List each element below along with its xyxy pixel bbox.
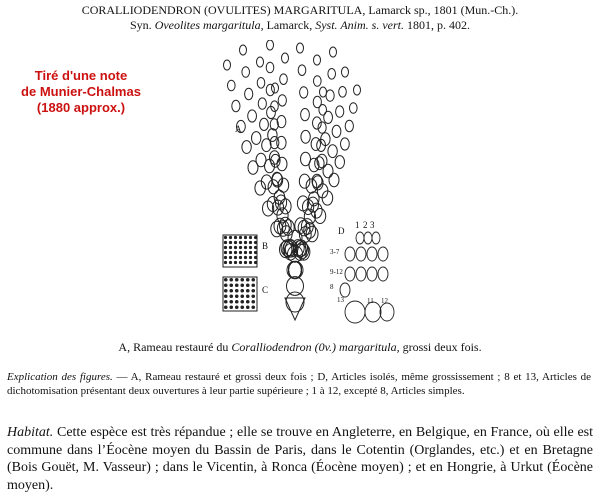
habitat-text: Cette espèce est très répandue ; elle se trouve en Angleterre, en Belgique, en France, où elle est commune dans l’Éocène moyen du Bassin de Paris, dans le Cotentin (Orglandes, etc.) et en Bretagne (Bois Gouët, M. Vasseur) ; dans le Vicentin, à Ronca (Éocène moyen) ; et en Hongrie, à Urkut (Éocène moyen). (7, 425, 593, 493)
branch-bead (345, 120, 353, 131)
branch-bead (298, 65, 306, 76)
section-dot (234, 261, 237, 264)
isolated-article (372, 232, 380, 244)
section-dot (229, 305, 233, 309)
section-dot (254, 241, 257, 244)
label-c: C (262, 285, 269, 295)
section-dot (229, 300, 233, 304)
synonym-reference: Syst. Anim. s. vert. (315, 18, 404, 32)
section-block-c (223, 277, 257, 311)
branch-bead (297, 43, 304, 53)
section-dot (224, 305, 228, 309)
branch-bead (354, 85, 361, 95)
isolated-article (356, 267, 366, 281)
branch-bead (336, 106, 344, 117)
explanation-heading: Explication des figures. (7, 371, 113, 383)
branch-bead (270, 137, 279, 149)
section-dot (246, 300, 250, 304)
branch-bead (335, 156, 344, 169)
section-dot (251, 305, 255, 309)
section-dot (229, 251, 232, 254)
section-dot (229, 283, 233, 287)
section-dot (235, 278, 239, 282)
branch-bead (228, 80, 236, 91)
source-note (0, 68, 162, 116)
section-dot (249, 261, 252, 264)
branch-bead (306, 179, 317, 193)
section-dot (234, 246, 237, 249)
section-dot (240, 305, 244, 309)
branch-bead (330, 47, 337, 57)
section-dot (224, 246, 227, 249)
isolated-article (345, 301, 365, 323)
explanation-text: — A, Rameau restauré et grossi deux fois ; D, Articles isolés, même grossissement ; 8 et 13, Articles de dichotomisation présentant deux ouvertures à leur partie supérieure ; 1 à 12, excepté 8, Articles simples. (7, 371, 591, 397)
branch-bead (278, 95, 286, 106)
specimen-drawing (205, 40, 400, 325)
branch-bead (257, 78, 265, 89)
branch-bead (248, 110, 257, 122)
label-12: 12 (381, 297, 388, 305)
branch-bead (319, 105, 327, 116)
section-dot (229, 289, 233, 293)
source-note-line-2: de Munier-Chalmas (21, 84, 141, 99)
branch-bead (280, 74, 288, 85)
section-dot (235, 300, 239, 304)
branch-bead (320, 87, 327, 97)
branch-bead (232, 100, 240, 111)
branch-bead (314, 55, 321, 65)
branch-bead (224, 60, 231, 70)
trunk-bead (287, 277, 304, 296)
specimen-figure (205, 40, 400, 325)
source-note-line-3: (1880 approx.) (36, 100, 126, 115)
label-a: A (235, 124, 242, 134)
isolated-article (356, 247, 366, 261)
isolated-article (345, 247, 355, 261)
section-dot (234, 241, 237, 244)
branch-bead (257, 57, 264, 67)
label-13: 13 (337, 296, 344, 304)
label-b: B (262, 241, 269, 251)
section-dot (246, 289, 250, 293)
section-dot (229, 294, 233, 298)
branch-bead (341, 138, 350, 150)
section-dot (240, 283, 244, 287)
habitat-heading: Habitat. (7, 425, 54, 440)
section-dot (235, 289, 239, 293)
section-dot (224, 294, 228, 298)
section-dot (224, 256, 227, 259)
section-dot (229, 261, 232, 264)
section-dot (234, 251, 237, 254)
label-3-7: 3-7 (330, 248, 340, 256)
figure-caption (0, 340, 600, 355)
branch-bead (339, 87, 347, 98)
synonym-name: Oveolites margaritula, (154, 18, 264, 32)
branch-drawing-a (224, 40, 361, 320)
section-dot (251, 278, 255, 282)
species-title-text: CORALLIODENDRON (OVULITES) MARGARITULA, Lamarck sp., 1801 (Mun.-Ch.). (81, 3, 519, 17)
section-dot (246, 283, 250, 287)
section-dot (224, 289, 228, 293)
label-1: 1 (355, 220, 360, 230)
branch-bead (300, 87, 308, 98)
section-dot (224, 251, 227, 254)
branch-bead (266, 62, 274, 73)
section-dot (224, 241, 227, 244)
label-2: 2 (363, 220, 368, 230)
section-dot (239, 251, 242, 254)
section-dot (254, 246, 257, 249)
section-dot (244, 261, 247, 264)
source-note-line-1: Tiré d'une note (34, 68, 128, 83)
section-dot (234, 236, 237, 239)
isolated-article (365, 302, 381, 322)
label-3: 3 (370, 220, 375, 230)
label-11: 11 (367, 297, 374, 305)
isolated-article (364, 232, 372, 244)
branch-bead (268, 129, 277, 142)
isolated-article (367, 247, 377, 261)
isolated-article (378, 247, 388, 261)
label-d: D (338, 226, 345, 236)
section-dot (246, 278, 250, 282)
section-dot (229, 246, 232, 249)
branch-bead (328, 69, 336, 80)
branch-bead (252, 132, 261, 145)
caption-prefix: A, Rameau restauré du (118, 340, 232, 354)
section-dot (224, 278, 228, 282)
synonym-line (0, 18, 600, 33)
section-dot (239, 246, 242, 249)
label-8: 8 (330, 283, 334, 291)
section-dot (244, 251, 247, 254)
branch-bead (242, 67, 250, 78)
branch-bead (328, 145, 337, 158)
caption-species: Coralliodendron (0v.) margaritula, (231, 340, 400, 354)
branch-bead (315, 157, 324, 170)
branch-bead (299, 174, 310, 188)
branch-bead (314, 76, 322, 87)
section-dot (235, 283, 239, 287)
section-dot (249, 236, 252, 239)
section-dot (224, 261, 227, 264)
section-dot (239, 261, 242, 264)
isolated-article (356, 232, 364, 244)
branch-bead (301, 109, 310, 121)
section-dot (240, 294, 244, 298)
branch-bead (240, 45, 247, 55)
section-dot (239, 241, 242, 244)
section-dot (239, 236, 242, 239)
branch-bead (350, 103, 358, 114)
section-dot (244, 246, 247, 249)
section-dot (254, 251, 257, 254)
branch-bead (326, 90, 334, 101)
branch-bead (342, 67, 349, 77)
section-dot (249, 246, 252, 249)
section-dot (249, 241, 252, 244)
isolated-article (340, 283, 350, 297)
branch-bead (245, 88, 253, 99)
isolated-article (378, 267, 388, 281)
section-dot (229, 256, 232, 259)
synonym-author: Lamarck, (263, 18, 316, 32)
section-dot (249, 256, 252, 259)
section-dot (251, 289, 255, 293)
branch-bead (277, 157, 287, 171)
habitat-paragraph (7, 424, 593, 494)
branch-bead (272, 83, 279, 93)
section-dot (251, 294, 255, 298)
section-dot (229, 241, 232, 244)
section-dot (240, 300, 244, 304)
section-dot (224, 236, 227, 239)
caption-suffix: grossi deux fois. (399, 340, 482, 354)
section-dot (244, 256, 247, 259)
section-dot (251, 283, 255, 287)
section-dot (229, 278, 233, 282)
label-9-12: 9-12 (330, 268, 343, 276)
section-dot (254, 236, 257, 239)
section-dot (224, 283, 228, 287)
branch-bead (260, 118, 269, 130)
branch-bead (242, 141, 251, 154)
section-dot (251, 300, 255, 304)
species-title (0, 3, 600, 18)
section-dot (240, 289, 244, 293)
section-dot (254, 261, 257, 264)
section-dot (244, 241, 247, 244)
synonym-page: 1801, p. 402. (404, 18, 470, 32)
section-dot (246, 294, 250, 298)
section-drawings (223, 235, 257, 311)
section-dot (239, 256, 242, 259)
branch-bead (332, 125, 341, 137)
branch-bead (301, 130, 310, 143)
section-dot (235, 305, 239, 309)
section-dot (240, 278, 244, 282)
synonym-prefix: Syn. (130, 18, 155, 32)
section-dot (234, 256, 237, 259)
section-dot (254, 256, 257, 259)
isolated-article (345, 267, 355, 281)
figure-explanation (7, 371, 591, 398)
branch-bead (324, 111, 333, 123)
branch-bead (267, 40, 274, 50)
branch-bead (258, 98, 266, 109)
branch-bead (266, 84, 274, 95)
branch-bead (282, 53, 289, 63)
section-dot (249, 251, 252, 254)
section-dot (235, 294, 239, 298)
isolated-articles-drawing-d (340, 232, 394, 323)
section-dot (246, 305, 250, 309)
isolated-article (380, 303, 394, 321)
section-dot (224, 300, 228, 304)
isolated-article (367, 267, 377, 281)
branch-bead (289, 262, 302, 279)
section-dot (229, 236, 232, 239)
branch-bead (329, 173, 339, 187)
section-dot (244, 236, 247, 239)
branch-bead (323, 164, 333, 178)
